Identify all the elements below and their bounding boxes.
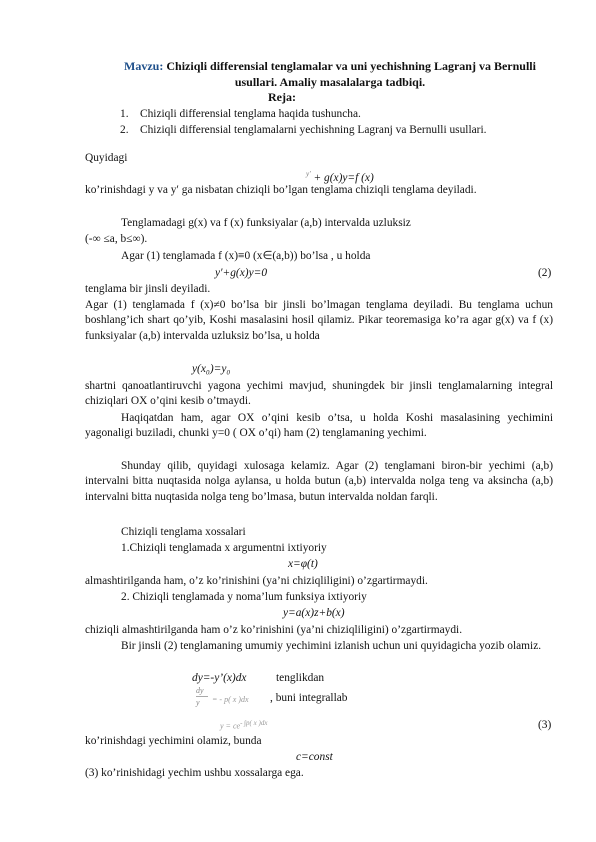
- page-title: [110, 58, 550, 90]
- fraction-bar: [196, 696, 208, 697]
- paragraph: shartni qanoatlantiruvchi yagona yechimi mavjud, shuningdek bir jinsli tenglamalarning integral chiziqlari OX o’qini kesib o’tmaydi.: [85, 380, 553, 408]
- equation-2-number: (2): [538, 267, 552, 279]
- equation-4: x=φ(t): [288, 558, 318, 570]
- paragraph: Tenglamadagi g(x) va f (x) funksiyalar (a,b) intervalda uzluksiz: [121, 217, 411, 229]
- equation-8-exponent: - ∫p( x )dx: [240, 719, 268, 727]
- paragraph: chiziqli almashtirilganda ham o’z ko’rinishini (ya’ni chiziqliligini) o’zgartirmaydi.: [85, 624, 463, 636]
- paragraph: 2. Chiziqli tenglamada y noma’lum funksiya ixtiyoriy: [121, 591, 367, 603]
- equation-3: y(x₀)=y₀: [192, 363, 231, 375]
- plan-item-text: Chiziqli differensial tenglamalarni yechishning Lagranj va Bernulli usullari.: [140, 124, 487, 136]
- topic-text: Chiziqli differensial tenglamalar va uni yechishning Lagranj va Bernulli usullari. Amaliy masalalarga tadbiqi.: [163, 59, 536, 89]
- paragraph: (-∞ ≤a, b≤∞).: [85, 233, 148, 245]
- plan-list: [120, 106, 540, 138]
- section-heading: Chiziqli tenglama xossalari: [121, 526, 246, 538]
- equation-1-body: + g(x)y=f (x): [310, 171, 374, 184]
- plan-item-number: 2.: [120, 124, 129, 136]
- equation-9: c=const: [296, 751, 333, 763]
- paragraph: Shunday qilib, quyidagi xulosaga kelamiz. Agar (2) tenglamani biron-bir yechimi (a,b) intervalni bitta nuqtasida nolga aylansa, u holda butun (a,b) intervalda nolga teng va aksincha (a,b) intervalni bitta nuqtasida nolga teng bo’lmasa, butun intervalda noldan farqli.: [85, 460, 553, 503]
- equation-6: dy=-y’(x)dx: [192, 672, 247, 684]
- topic-label: Mavzu:: [124, 59, 164, 73]
- paragraph: (3) ko’rinishidagi yechim ushbu xossalarga ega.: [85, 767, 304, 779]
- paragraph: Agar (1) tenglamada f (x)≠0 bo’lsa bir jinsli bo’lmagan tenglama deyiladi. Bu tenglama uchun boshlang’ich shart qo’yib, Koshi masalasini hosil qilamiz. Pikar teoremasiga ko’ra agar g(x) va f (x) funksiyalar (a,b) intervalda uzluksiz bo’lsa, u holda: [85, 299, 553, 342]
- paragraph: almashtirilganda ham, o’z ko’rinishini (ya’ni chiziqliligini) o’zgartirmaydi.: [85, 575, 428, 587]
- plan-item: [120, 106, 540, 122]
- equation-7-tail: , buni integrallab: [270, 692, 348, 704]
- equation-7: = - p( x )dx: [212, 695, 249, 704]
- paragraph: ko’rinishdagi yechimini olamiz, bunda: [85, 735, 262, 747]
- plan-item-text: Chiziqli differensial tenglama haqida tushuncha.: [140, 108, 361, 120]
- equation-8-number: (3): [538, 719, 552, 731]
- equation-5: y=a(x)z+b(x): [283, 607, 345, 619]
- fraction-numerator: dy: [196, 686, 204, 695]
- paragraph: Haqiqatdan ham, agar OX o’qini kesib o’tsa, u holda Koshi masalasining yechimini yagonaligi buziladi, chunki y=0 ( OX o’qi) ham (2) tenglamaning yechimi.: [85, 412, 553, 440]
- equation-8-body: y = ce: [220, 721, 241, 731]
- intro-word: Quyidagi: [85, 152, 128, 164]
- paragraph: tenglama bir jinsli deyiladi.: [85, 283, 211, 295]
- fraction-denominator: y: [196, 698, 200, 707]
- equation-6-tail: tenglikdan: [276, 672, 325, 684]
- plan-item: [120, 122, 540, 138]
- plan-heading: Reja:: [268, 90, 296, 104]
- paragraph: ko’rinishdagi y va y′ ga nisbatan chiziqli bo’lgan tenglama chiziqli tenglama deyiladi.: [85, 184, 477, 196]
- equation-8: [220, 716, 267, 734]
- paragraph: Bir jinsli (2) tenglamaning umumiy yechimini izlanish uchun uni quyidagicha yozib olamiz.: [121, 640, 542, 652]
- equation-1-prime: y′: [306, 170, 311, 178]
- paragraph: 1.Chiziqli tenglamada x argumentni ixtiyoriy: [121, 542, 327, 554]
- plan-item-number: 1.: [120, 108, 129, 120]
- equation-7-fraction: [196, 686, 208, 707]
- paragraph: Agar (1) tenglamada f (x)≡0 (x∈(a,b)) bo’lsa , u holda: [121, 250, 371, 262]
- equation-2: y′+g(x)y=0: [215, 267, 268, 279]
